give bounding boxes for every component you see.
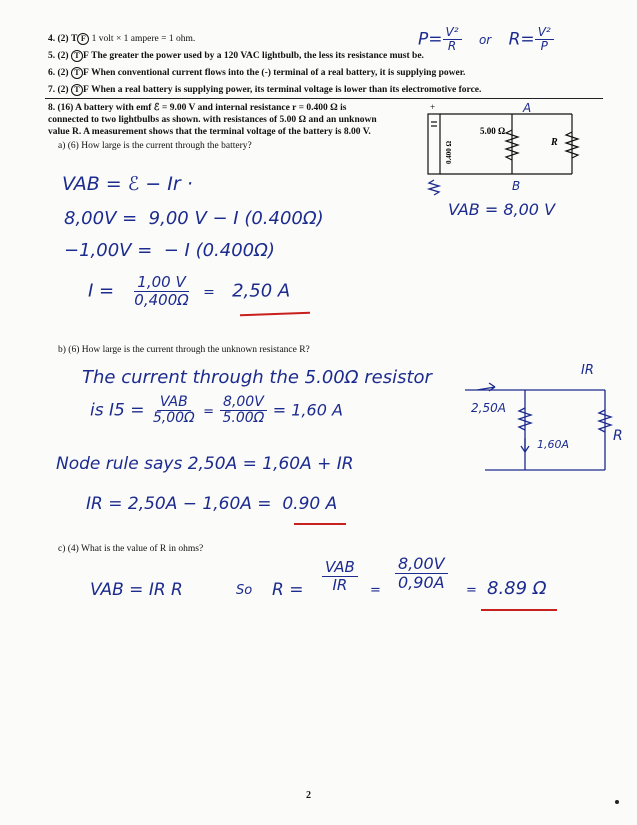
question-number: 4. (2) — [48, 34, 69, 44]
work-c-r-eq: R = — [272, 580, 304, 600]
internal-resistance-label: 0.400 Ω — [445, 140, 453, 164]
question-8-line3: value R. A measurement shows that the terminal voltage of the battery is 8.00 V. — [48, 127, 371, 137]
node-diagram — [455, 360, 625, 480]
work-a-line2: 8,00V = 9,00 V − I (0.400Ω) — [64, 208, 324, 229]
question-4 — [48, 33, 195, 45]
work-a-line4: I = $\frac{1,00 V}{0,400\Omega}$ = 2,50 A — [88, 273, 291, 309]
answer-a-underline — [240, 312, 310, 316]
question-5: 5. (2) T F The greater the power used by a 120 VAC lightbulb, the less its resistance must be. — [48, 51, 424, 61]
question-8-line2: connected to two lightbulbs as shown. with resistances of 5.00 Ω and an unknown — [48, 115, 377, 125]
question-7: 7. (2) T F When a real battery is supplying power, its terminal voltage is lower than its electromotive force. — [48, 85, 482, 95]
page-number: 2 — [306, 790, 311, 801]
part-a-prompt: a) (6) How large is the current through the battery? — [58, 141, 252, 151]
node-a-label: A — [523, 101, 532, 115]
question-8-line1: 8. (16) A battery with emf ℰ = 9.00 V and internal resistance r = 0.400 Ω is — [48, 103, 347, 113]
r2-label: R — [551, 137, 558, 148]
work-c-eq2: = — [466, 583, 477, 598]
answer-c-underline — [481, 609, 557, 611]
circled-true-option: T — [71, 50, 83, 62]
scan-mark — [615, 800, 619, 804]
work-c-fraction1: $\frac{\text{VAB}}{IR}$ — [322, 560, 358, 593]
work-c-line1: VAB = IR R — [90, 580, 183, 600]
circled-false-option: F — [77, 33, 89, 45]
question-6: 6. (2) T F When conventional current flows into the (-) terminal of a real battery, it is supplying power. — [48, 68, 466, 78]
circled-true-option: T — [71, 67, 83, 79]
question-text: When a real battery is supplying power, its terminal voltage is lower than its electromotive force. — [91, 85, 482, 95]
question-text: When conventional current flows into the (-) terminal of a real battery, it is supplying power. — [91, 68, 466, 78]
vab-side-note: VAB = 8,00 V — [448, 200, 556, 219]
power-formula-note: P= $\frac{\text{V²}}{R}$ or R= $\frac{\text{V²}}{P}$ — [418, 26, 554, 53]
work-b-line1: The current through the 5.00Ω resistor — [82, 367, 432, 388]
circled-true-option: T — [71, 84, 83, 96]
work-a-line1: VAB = ℰ − Ir · — [62, 173, 193, 195]
question-text: The greater the power used by a 120 VAC lightbulb, the less its resistance must be. — [91, 51, 424, 61]
node-b-label: B — [512, 179, 521, 193]
diagram-ir-label: IR — [581, 363, 594, 378]
work-a-line3: −1,00V = − I (0.400Ω) — [64, 240, 275, 261]
true-option: T — [70, 34, 78, 44]
internal-resistor-sketch — [429, 180, 439, 195]
answer-b: 0.90 A — [282, 494, 338, 514]
work-c-fraction2: $\frac{8,00V}{0,90A}$ — [395, 556, 448, 591]
answer-c: 8.89 Ω — [487, 578, 547, 599]
r1-label: 5.00 Ω — [480, 126, 506, 136]
work-c-so: So — [236, 583, 253, 598]
diagram-r-label: R — [613, 428, 623, 444]
part-c-prompt: c) (4) What is the value of R in ohms? — [58, 544, 204, 554]
answer-b-underline — [294, 523, 346, 525]
part-b-prompt: b) (6) How large is the current through the unknown resistance R? — [58, 345, 310, 355]
diagram-i5-label: 1,60A — [537, 438, 570, 451]
battery-box — [428, 114, 440, 174]
answer-a: 2,50 A — [232, 280, 291, 302]
divider — [45, 98, 603, 99]
question-text: 1 volt × 1 ampere = 1 ohm. — [91, 34, 196, 44]
work-b-line4: IR = 2,50A − 1,60A = 0.90 A — [86, 494, 338, 514]
circuit-diagram — [420, 100, 600, 200]
work-b-line3: Node rule says 2,50A = 1,60A + IR — [56, 454, 354, 474]
work-b-line2: is I5 = $\frac{\text{VAB}}{5,00\Omega}$ = $\frac{8,00V}{5.00\Omega}$ = 1,60 A — [90, 394, 343, 426]
work-c-eq1: = — [370, 583, 381, 598]
diagram-total-current: 2,50A — [471, 401, 506, 415]
plus-terminal: + — [430, 102, 436, 112]
